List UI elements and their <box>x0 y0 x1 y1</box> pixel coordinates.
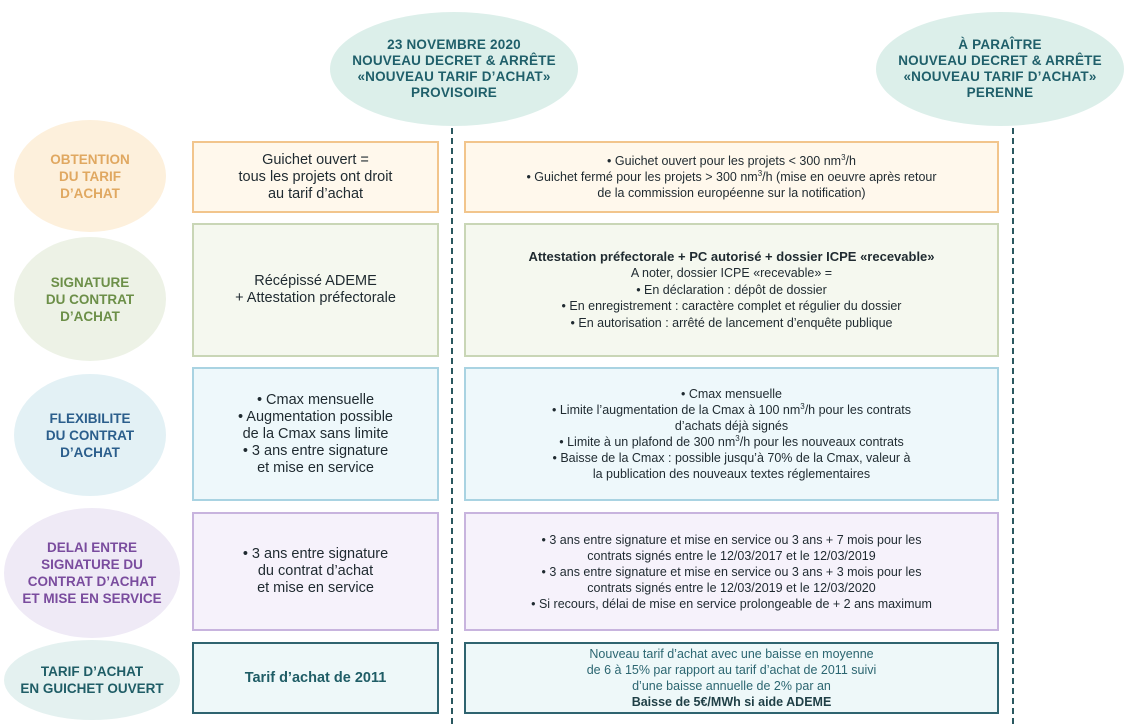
cell-line: contrats signés entre le 12/03/2017 et le 12/03/2019 <box>587 548 876 563</box>
cell-line: d’achats déjà signés <box>674 419 789 433</box>
cell-text: /h pour les contrats <box>804 403 912 417</box>
cell-text: /h <box>845 154 856 168</box>
cell-tarif-provisional <box>192 642 439 714</box>
row-label-line: D’ACHAT <box>60 185 120 201</box>
row-label-line: DU CONTRAT <box>45 291 135 307</box>
cell-line: contrats signés entre le 12/03/2019 et le 12/03/2020 <box>587 580 876 595</box>
header-perennial-date: À PARAÎTRE <box>958 37 1042 52</box>
cell-line: tous les projets ont droit <box>238 168 393 185</box>
row-label-delai <box>4 508 180 638</box>
cell-line: • 3 ans entre signature et mise en service ou 3 ans + 3 mois pour les <box>541 564 922 579</box>
header-provisional-tariff: «NOUVEAU TARIF D’ACHAT» <box>357 69 551 84</box>
row-label-line: D’ACHAT <box>60 444 120 460</box>
row-label-line: CONTRAT D’ACHAT <box>27 574 157 589</box>
cell-line: de 6 à 15% par rapport au tarif d’achat de 2011 suivi <box>586 663 877 677</box>
cell-line: et mise en service <box>257 580 374 596</box>
cell-line: • Baisse de la Cmax : possible jusqu’à 70% de la Cmax, valeur à <box>552 451 911 465</box>
cell-line: A noter, dossier ICPE «recevable» = <box>630 266 833 281</box>
header-provisional-status: PROVISOIRE <box>410 85 498 100</box>
row-label-line: SIGNATURE DU <box>41 557 143 572</box>
cell-flexibilite-provisional <box>192 367 439 501</box>
cell-line: de la commission européenne sur la notification) <box>597 186 866 200</box>
cell-delai-perennial <box>464 512 999 631</box>
row-label-obtention <box>14 120 166 232</box>
cell-line: • Augmentation possible <box>237 408 393 425</box>
cell-line: Tarif d’achat de 2011 <box>244 669 387 686</box>
cell-line: Récépissé ADEME <box>254 273 377 289</box>
row-label-line: EN GUICHET OUVERT <box>20 681 164 696</box>
cell-text: /h (mise en oeuvre après retour <box>762 170 937 184</box>
cell-line: • Cmax mensuelle <box>256 391 375 408</box>
timeline-line-provisional <box>451 128 453 724</box>
cubic-exponent: 3 <box>735 433 740 443</box>
cell-line: • En déclaration : dépôt de dossier <box>636 282 827 297</box>
cell-line: Guichet ouvert = <box>262 151 369 168</box>
cubic-exponent: 3 <box>800 401 805 411</box>
cell-line: de la Cmax sans limite <box>242 425 389 442</box>
cell-line: et mise en service <box>257 459 374 476</box>
cell-line: • En autorisation : arrêté de lancement d’enquête publique <box>570 315 893 330</box>
cell-signature-provisional <box>192 223 439 357</box>
row-label-line: ET MISE EN SERVICE <box>22 591 162 606</box>
cell-line-bold: Attestation préfectorale + PC autorisé + dossier ICPE «recevable» <box>528 248 935 264</box>
cell-obtention-perennial <box>464 141 999 213</box>
cell-line: + Attestation préfectorale <box>235 290 396 306</box>
row-label-line: TARIF D’ACHAT <box>40 664 144 679</box>
row-label-line: D’ACHAT <box>60 308 120 324</box>
cell-line: Nouveau tarif d’achat avec une baisse en moyenne <box>589 647 874 661</box>
cell-line <box>559 434 903 450</box>
cell-line: • 3 ans entre signature <box>242 546 389 562</box>
cell-line: du contrat d’achat <box>257 563 374 579</box>
cell-signature-perennial <box>464 223 999 357</box>
cell-line-bold: Baisse de 5€/MWh si aide ADEME <box>631 695 832 709</box>
cell-line: • Cmax mensuelle <box>681 387 782 401</box>
header-perennial <box>876 12 1124 126</box>
row-label-line: OBTENTION <box>50 151 130 167</box>
cell-line: • En enregistrement : caractère complet et régulier du dossier <box>561 299 902 314</box>
cell-line: • Si recours, délai de mise en service prolongeable de + 2 ans maximum <box>531 596 932 611</box>
cell-tarif-perennial <box>464 642 999 714</box>
cell-line: • 3 ans entre signature <box>242 442 389 459</box>
cell-line <box>607 153 856 169</box>
cell-flexibilite-perennial <box>464 367 999 501</box>
cell-line: la publication des nouveaux textes réglementaires <box>592 467 871 481</box>
cell-line: au tarif d’achat <box>267 185 364 202</box>
row-label-line: DELAI ENTRE <box>46 540 137 555</box>
row-label-signature <box>14 237 166 361</box>
row-label-line: SIGNATURE <box>50 274 130 290</box>
header-provisional-date: 23 NOVEMBRE 2020 <box>387 37 521 52</box>
cell-line <box>552 402 911 418</box>
cell-line: d’une baisse annuelle de 2% par an <box>632 679 831 693</box>
row-label-flexibilite <box>14 374 166 496</box>
cell-text: • Limite à un plafond de 300 nm <box>559 435 736 449</box>
header-perennial-status: PERENNE <box>966 85 1034 100</box>
cubic-exponent: 3 <box>757 168 763 178</box>
header-perennial-tariff: «NOUVEAU TARIF D’ACHAT» <box>903 69 1097 84</box>
header-provisional-decree: NOUVEAU DECRET & ARRÊTE <box>352 53 556 68</box>
timeline-line-perennial <box>1012 128 1014 724</box>
cell-text: • Guichet fermé pour les projets > 300 nm <box>526 170 758 184</box>
header-provisional <box>330 12 578 126</box>
cell-line <box>526 169 936 185</box>
cell-text: • Guichet ouvert pour les projets < 300 nm <box>607 154 842 168</box>
cell-text: • Limite l’augmentation de la Cmax à 100 nm <box>551 403 801 417</box>
cell-obtention-provisional <box>192 141 439 213</box>
cubic-exponent: 3 <box>841 152 846 162</box>
row-label-line: FLEXIBILITE <box>49 410 131 426</box>
cell-delai-provisional <box>192 512 439 631</box>
row-label-tarif <box>4 640 180 720</box>
cell-text: /h pour les nouveaux contrats <box>739 435 904 449</box>
row-label-line: DU TARIF <box>59 168 121 184</box>
cell-line: • 3 ans entre signature et mise en service ou 3 ans + 7 mois pour les <box>541 532 922 547</box>
row-label-line: DU CONTRAT <box>45 427 135 443</box>
header-perennial-decree: NOUVEAU DECRET & ARRÊTE <box>898 53 1102 68</box>
